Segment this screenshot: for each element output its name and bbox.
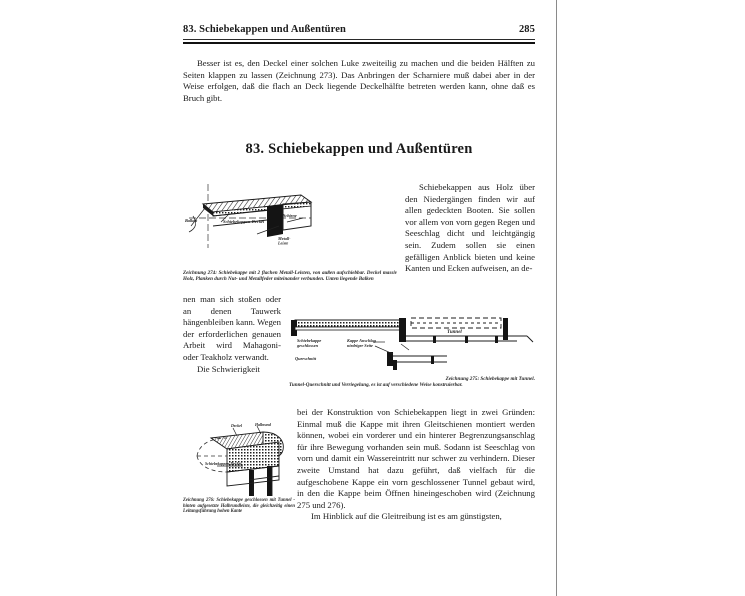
figure-275-label-querschnitt: Querschnitt — [295, 356, 317, 361]
column-right-top — [405, 182, 535, 275]
header-rule-thick — [183, 42, 535, 44]
figure-274-label-metall: Metall- Leiste — [278, 236, 292, 246]
figure-276-label-kappe: Schiebekappen-Deckel — [205, 462, 242, 466]
figure-274-drawing — [183, 182, 315, 268]
figure-275-caption — [289, 376, 535, 388]
running-head-title: 83. Schiebekappen und Außentüren — [183, 24, 346, 35]
column-left-middle-text: nen man sich stoßen oder an denen Tauwerk hängenbleiben kann. Wegen der erforderlichen genauen Arbeit wird Mahagoni- oder Teakholz verwandt. — [183, 294, 281, 362]
page-edge-line — [556, 0, 557, 596]
intro-paragraph: Besser ist es, den Deckel einer solchen Luke zweiteilig zu machen und die beiden Hälften zu Seiten klappen zu lassen (Zeichnung 273). Das Anbringen der Scharniere muß dabei aber in der Weise erfolgen, daß die flach an Deck liegende Deckelhälfte betreten werden kann, ohne daß es Bruch gibt. — [183, 58, 535, 103]
intro-paragraph-wrap — [183, 58, 535, 104]
figure-274 — [183, 182, 315, 268]
page-number: 285 — [518, 24, 535, 35]
figure-275-caption-line2: Tunnel-Querschnitt und Verriegelung, es ist auf verschiedene Weise konstruierbar. — [289, 382, 463, 389]
figure-274-label-schiene: Schiene — [283, 213, 297, 218]
figure-276-drawing — [187, 422, 299, 500]
figure-276-label-deckel: Deckel — [231, 424, 243, 428]
header-rule-thin — [183, 39, 535, 40]
figure-276-label-halbrund: Halbrund — [255, 423, 271, 427]
column-right-top-text: Schiebekappen aus Holz über den Niedergängen finden wir auf allen gedeckten Booten. Sie sollen vor allem von vorn gegen Regen und Seeschlag dicht und leichtgängig sein. Zudem sollen sie einen gefälligen Anblick bieten und keine Kanten und Ecken aufweisen, an de- — [405, 182, 535, 274]
figure-275-label-tunnel: Tunnel — [447, 330, 462, 335]
figure-276 — [187, 422, 299, 500]
figure-275-label-anschlag: Kappe Anschlag niedriger Seite — [347, 338, 377, 348]
figure-275-caption-line1: Zeichnung 275: Schiebekappe mit Tunnel. — [445, 376, 535, 382]
figure-274-label-balken: Balken — [185, 218, 198, 223]
figure-276-caption: Zeichnung 276: Schiebekappe geschlossen mit Tunnel - hinten aufgesetzte Halbrundleiste, die gleichzeitig einen Leitungsführung hohen Kante — [183, 498, 295, 515]
column-right-bottom-text-1: bei der Konstruktion von Schiebekappen liegt in zwei Gründen: Einmal muß die Kappe mit ihren Gleitschienen montiert werden können, wobei ein vorderer und ein hinterer Begrenzungsanschlag für ihre Bewegung vorhanden sein muß. Sodann ist Seeschlag von vorn und damit ein Wassereintritt nur schwer zu verhindern. Dieser zweite Umstand hat dazu geführt, daß vielfach für die aufgeschobene Kappe ein vorn geschlossener Tunnel gebaut wird, in den die Kappe beim Öffnen hineingeschoben wird (Zeichnung 275 und 276). — [297, 407, 535, 510]
column-left-middle-tail: Die Schwierigkeit — [197, 363, 260, 374]
page-text-block — [183, 24, 535, 554]
figure-275-label-kappe: Schiebekappe geschlossen — [297, 338, 323, 348]
column-right-bottom — [297, 407, 535, 523]
column-left-middle — [183, 294, 281, 375]
section-heading: 83. Schiebekappen und Außentüren — [245, 141, 473, 157]
column-right-bottom-text-2: Im Hinblick auf die Gleitreibung ist es am günstigsten, — [311, 511, 502, 522]
figure-274-caption: Zeichnung 274: Schiebekappe mit 2 flachen Metall-Leisten, von außen aufschiebbar. Deckel massiv Holz, Planken durch Nut- und Metallfeder miteinander verbunden. Unten liegende Balken — [183, 270, 397, 283]
figure-275-drawing — [289, 316, 535, 378]
figure-274-label-deckel: Schiebekappen-Deckel — [223, 219, 265, 224]
figure-275 — [289, 316, 535, 378]
